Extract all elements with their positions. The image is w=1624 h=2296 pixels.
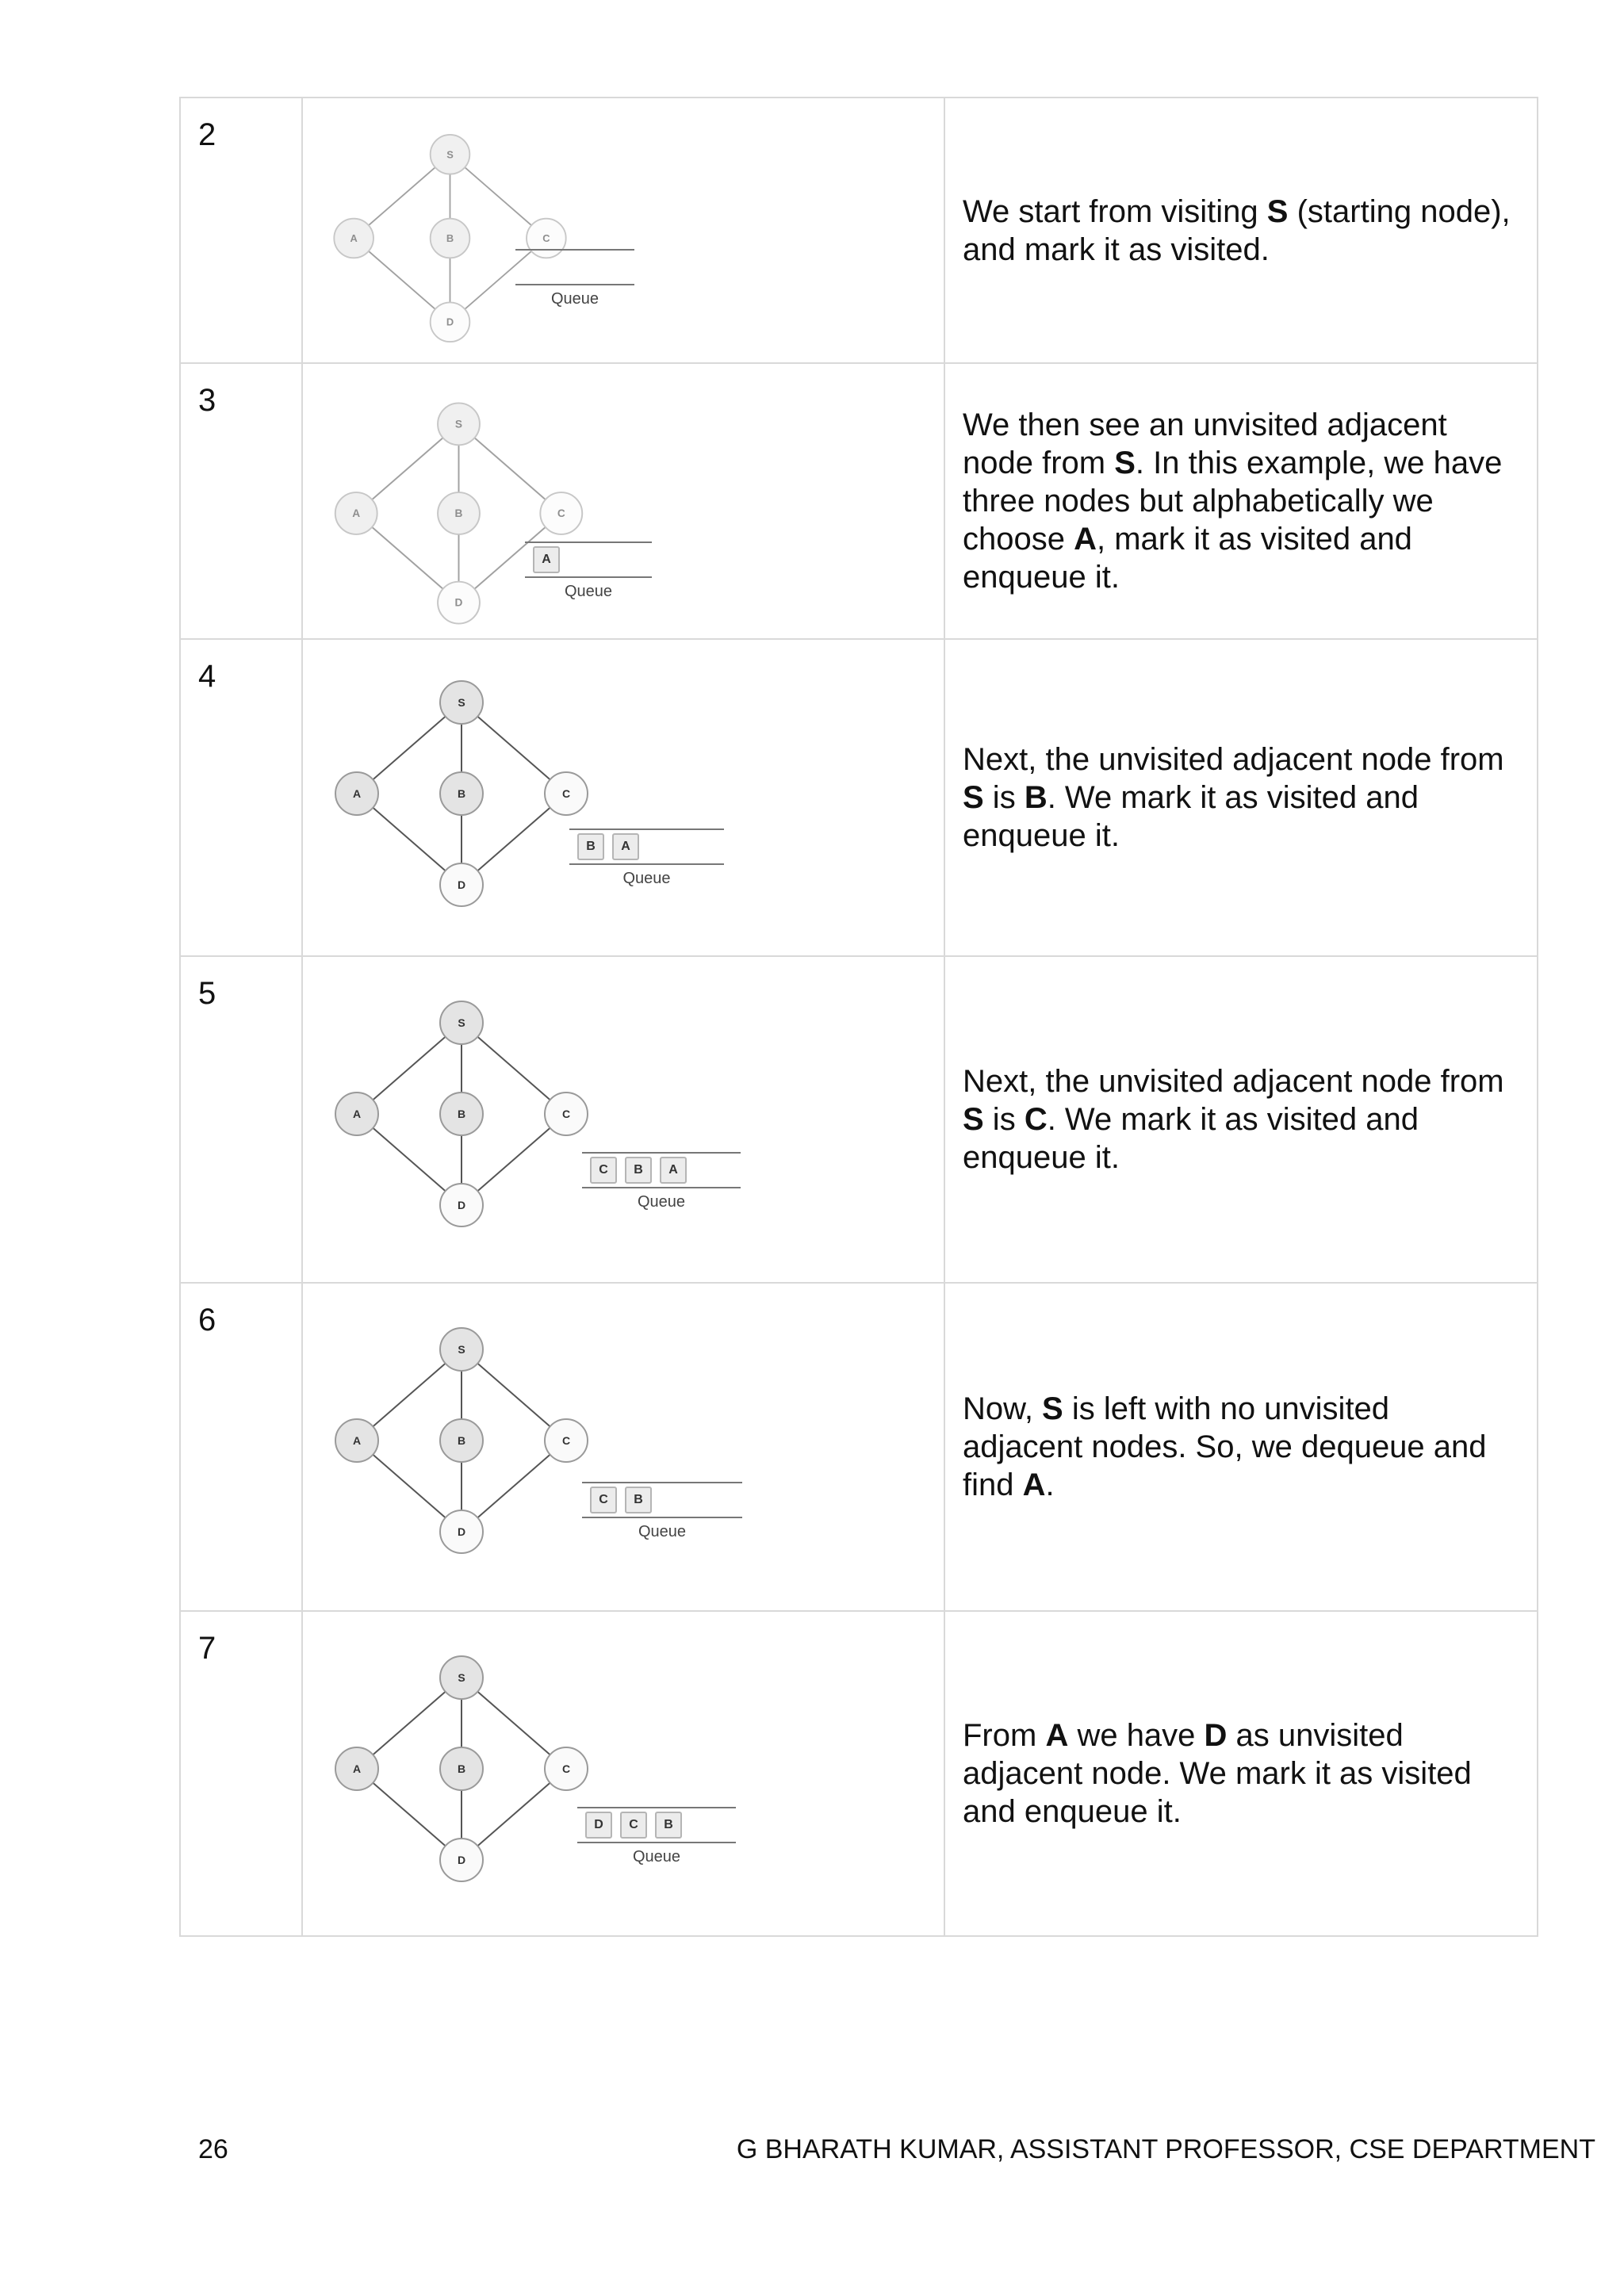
graph-node-b (440, 772, 483, 815)
svg-text:A: A (352, 507, 361, 519)
graph-node-a (334, 219, 373, 258)
svg-text:A: A (352, 1762, 362, 1775)
graph-diagram (319, 979, 604, 1249)
graph-node-b (440, 1419, 483, 1462)
queue-diagram (515, 249, 634, 308)
svg-text:D: D (457, 1199, 466, 1211)
svg-text:S: S (458, 696, 465, 709)
step-number: 7 (180, 1611, 302, 1936)
queue-cell: B (625, 1157, 652, 1184)
queue-label: Queue (622, 870, 671, 887)
queue-label: Queue (632, 1848, 681, 1866)
graph-node-b (440, 1747, 483, 1790)
svg-text:D: D (457, 1854, 466, 1866)
graph-diagram (319, 1634, 604, 1904)
graph-node-d (431, 302, 470, 342)
svg-text:S: S (458, 1671, 465, 1684)
graph-node-a (335, 1419, 378, 1462)
svg-text:A: A (352, 787, 362, 800)
graph-node-s (431, 135, 470, 174)
svg-text:A: A (352, 1108, 362, 1120)
svg-text:S: S (454, 418, 463, 430)
queue-diagram (569, 828, 724, 888)
step-description: Next, the unvisited adjacent node from S is C. We mark it as visited and enqueue it. (944, 956, 1538, 1283)
queue-cell: A (533, 546, 560, 573)
queue-diagram (582, 1152, 741, 1211)
step-number: 3 (180, 363, 302, 639)
graph-node-a (335, 772, 378, 815)
graph-node-d (440, 863, 483, 906)
graph-node-b (440, 1093, 483, 1135)
graph-node-c (540, 492, 582, 534)
graph-node-c (545, 772, 588, 815)
queue-diagram (577, 1807, 736, 1866)
graph-node-d (440, 1184, 483, 1226)
svg-text:B: B (457, 1108, 466, 1120)
queue-label: Queue (550, 290, 599, 308)
graph-diagram (319, 659, 604, 928)
bfs-figure (302, 639, 944, 956)
svg-text:A: A (350, 232, 358, 244)
bfs-figure (302, 1283, 944, 1611)
graph-node-d (440, 1839, 483, 1881)
step-description: Now, S is left with no unvisited adjacent nodes. So, we dequeue and find A. (944, 1283, 1538, 1611)
svg-text:C: C (561, 1108, 571, 1120)
queue-cell: B (577, 833, 604, 860)
bfs-figure (302, 1611, 944, 1936)
step-row (180, 639, 1538, 956)
step-number: 5 (180, 956, 302, 1283)
svg-text:B: B (457, 1434, 466, 1447)
svg-text:B: B (457, 787, 466, 800)
graph-node-a (335, 1093, 378, 1135)
svg-text:S: S (446, 148, 454, 161)
graph-node-a (335, 492, 377, 534)
footer-author: G BHARATH KUMAR, ASSISTANT PROFESSOR, CSE DEPARTMENT (736, 2134, 1595, 2164)
svg-text:C: C (561, 1762, 571, 1775)
queue-cell: C (620, 1812, 647, 1839)
step-row (180, 363, 1538, 639)
queue-label: Queue (564, 583, 613, 600)
graph-node-d (440, 1510, 483, 1553)
step-description: Next, the unvisited adjacent node from S is B. We mark it as visited and enqueue it. (944, 639, 1538, 956)
queue-label: Queue (637, 1193, 686, 1211)
svg-text:D: D (454, 596, 463, 609)
queue-cell: D (585, 1812, 612, 1839)
bfs-figure (302, 956, 944, 1283)
queue-diagram (525, 541, 652, 601)
queue-cell: C (590, 1487, 617, 1513)
bfs-figure (302, 363, 944, 639)
step-row (180, 1283, 1538, 1611)
svg-text:C: C (561, 787, 571, 800)
step-number: 2 (180, 98, 302, 363)
svg-text:B: B (457, 1762, 466, 1775)
queue-cell: C (590, 1157, 617, 1184)
svg-text:S: S (458, 1343, 465, 1356)
queue-cell: B (655, 1812, 682, 1839)
step-description: We then see an unvisited adjacent node from S. In this example, we have three nodes but alphabetically we choose A, mark it as visited and enqueue it. (944, 363, 1538, 639)
graph-node-s (440, 681, 483, 724)
svg-text:C: C (542, 232, 550, 244)
graph-node-c (545, 1747, 588, 1790)
graph-diagram (319, 1306, 604, 1575)
step-row (180, 1611, 1538, 1936)
graph-node-a (335, 1747, 378, 1790)
step-row (180, 98, 1538, 363)
graph-node-d (438, 582, 480, 624)
step-number: 6 (180, 1283, 302, 1611)
graph-node-c (545, 1093, 588, 1135)
step-number: 4 (180, 639, 302, 956)
queue-cell: B (625, 1487, 652, 1513)
step-description: From A we have D as unvisited adjacent node. We mark it as visited and enqueue it. (944, 1611, 1538, 1936)
queue-label: Queue (638, 1523, 687, 1540)
graph-node-c (545, 1419, 588, 1462)
step-description: We start from visiting S (starting node), and mark it as visited. (944, 98, 1538, 363)
graph-node-s (438, 403, 480, 445)
graph-node-b (431, 219, 470, 258)
svg-text:D: D (457, 878, 466, 891)
queue-cell: A (660, 1157, 687, 1184)
svg-text:D: D (457, 1525, 466, 1538)
svg-text:C: C (561, 1434, 571, 1447)
svg-text:D: D (446, 316, 454, 328)
svg-text:B: B (454, 507, 463, 519)
page-number: 26 (198, 2134, 228, 2164)
graph-diagram (319, 114, 581, 362)
graph-node-b (438, 492, 480, 534)
bfs-figure (302, 98, 944, 363)
step-row (180, 956, 1538, 1283)
svg-text:B: B (446, 232, 454, 244)
graph-node-s (440, 1328, 483, 1371)
queue-cell: A (612, 833, 639, 860)
svg-text:A: A (352, 1434, 362, 1447)
bfs-steps-table (179, 97, 1538, 1937)
svg-text:C: C (557, 507, 565, 519)
graph-diagram (319, 381, 599, 645)
queue-diagram (582, 1482, 742, 1541)
graph-node-s (440, 1001, 483, 1044)
graph-node-s (440, 1656, 483, 1699)
svg-text:S: S (458, 1016, 465, 1029)
